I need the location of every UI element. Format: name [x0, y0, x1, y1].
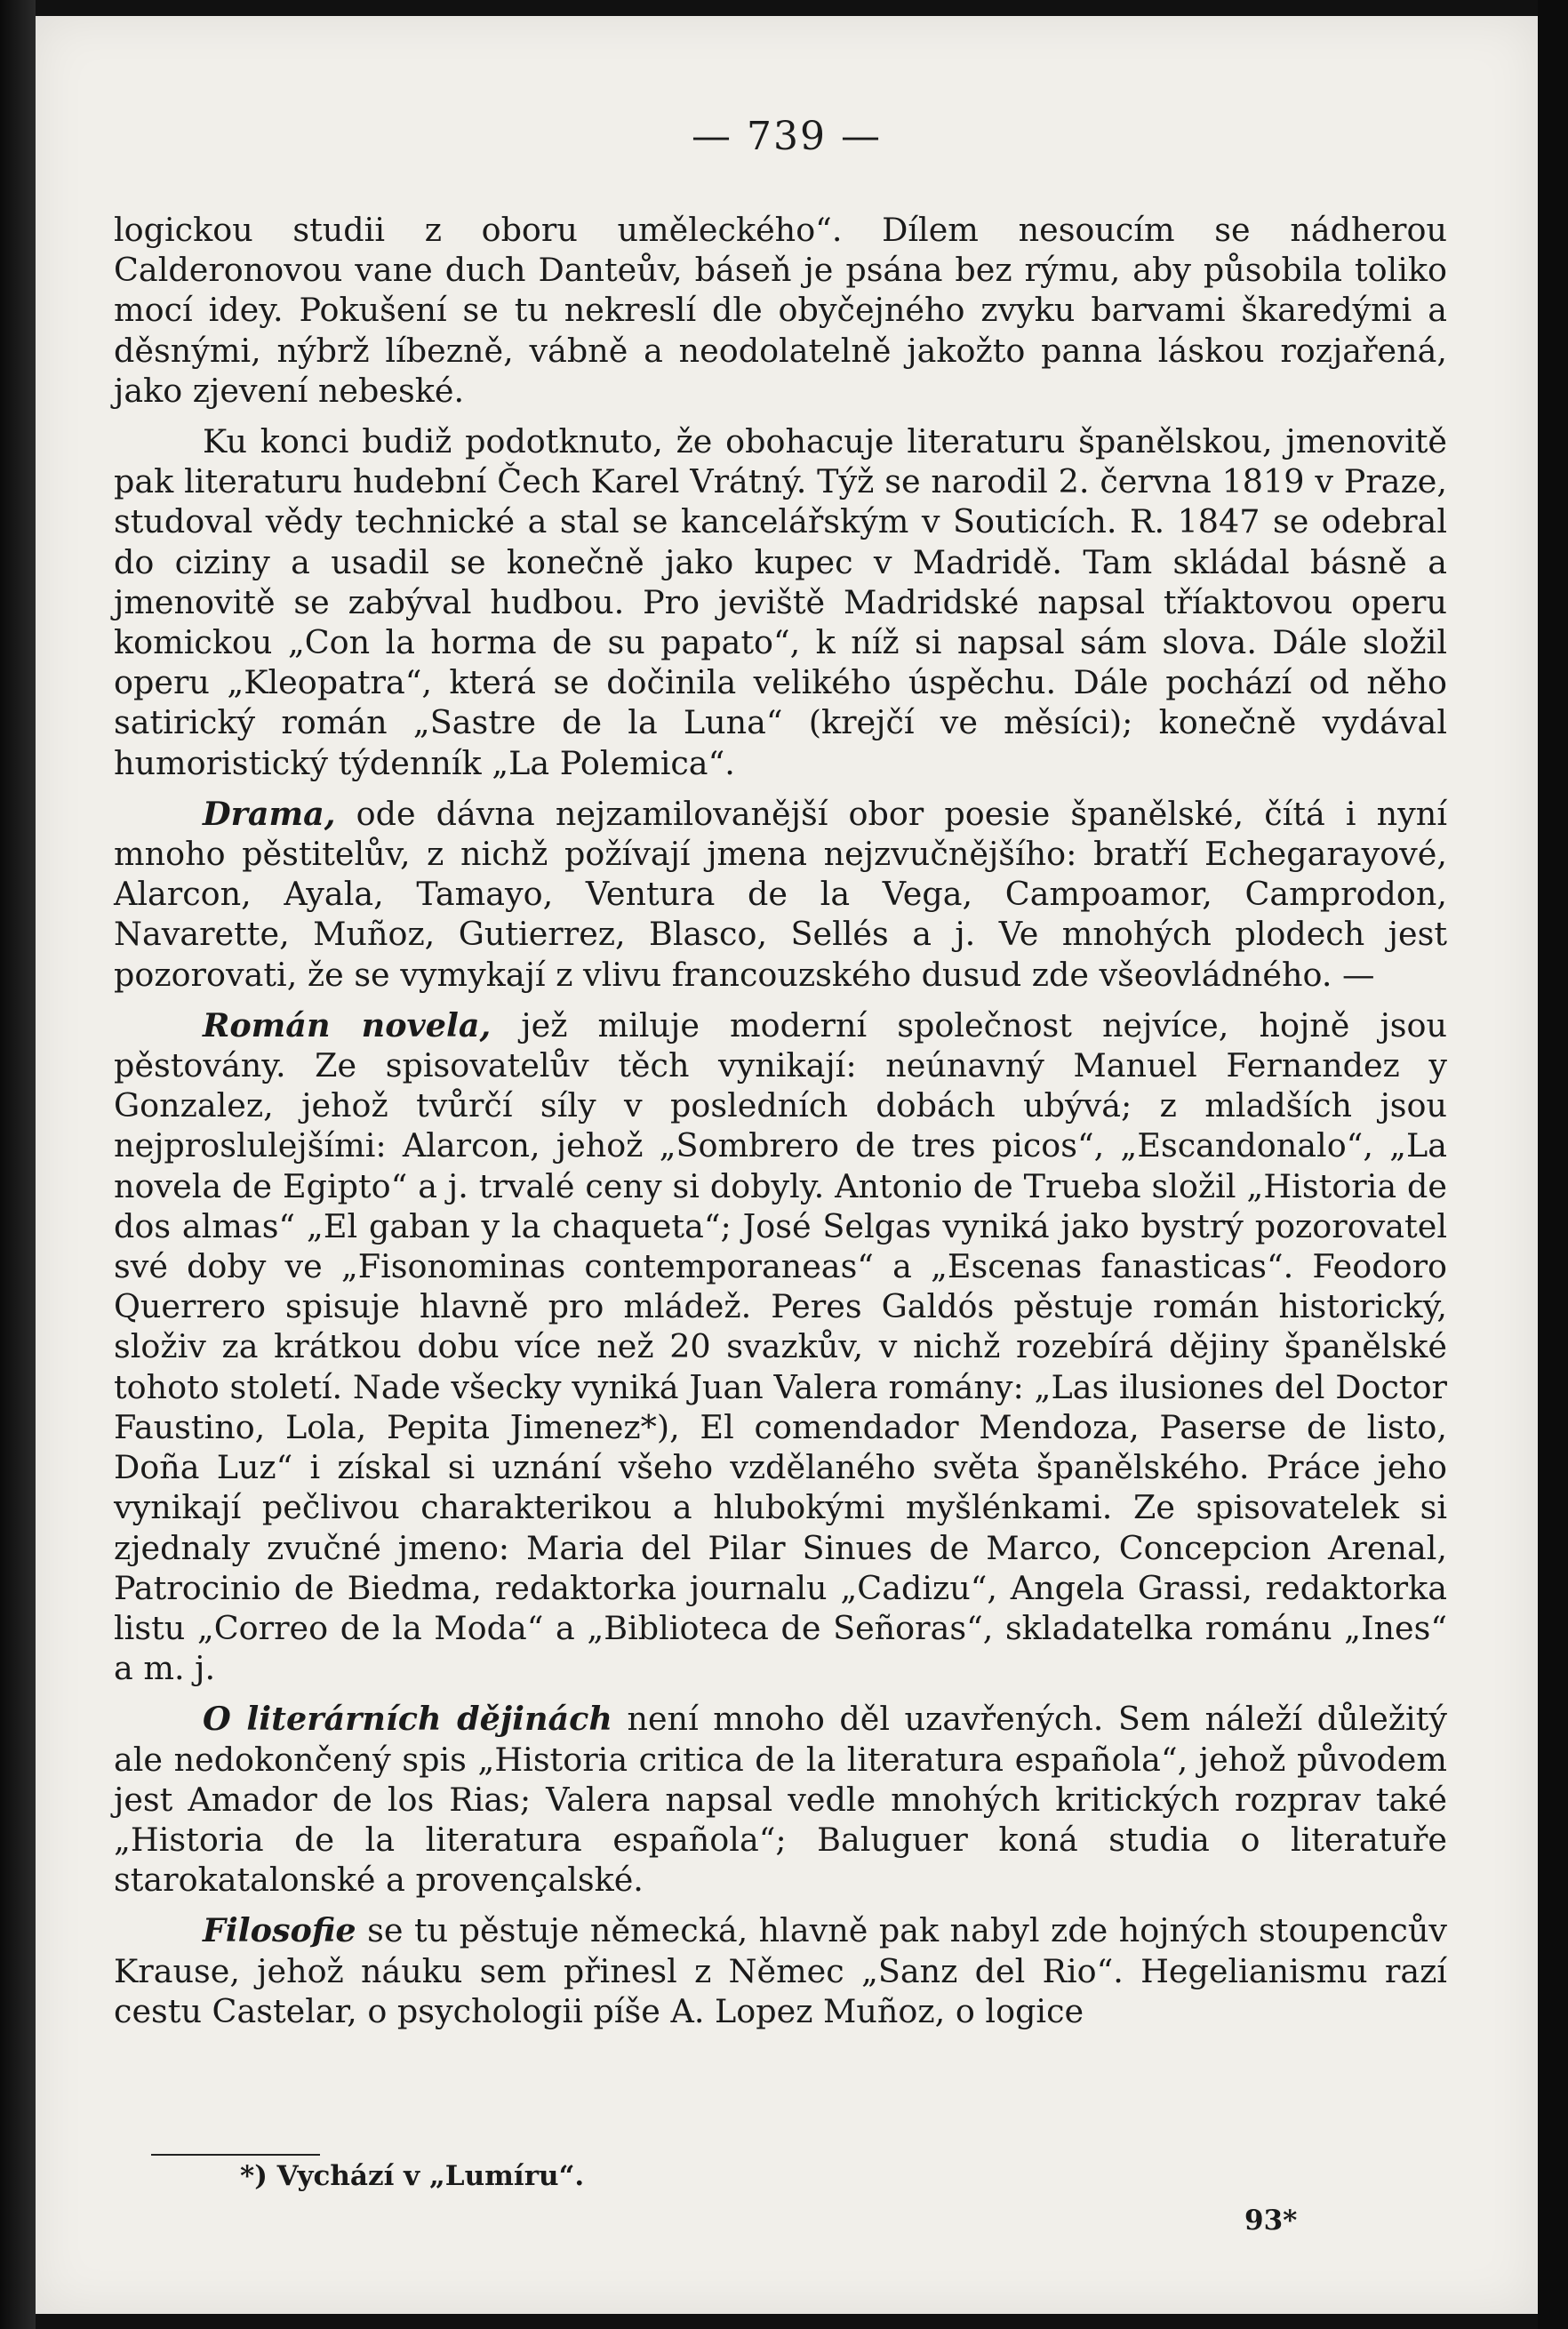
paragraph-literary-history-text: není mnoho děl uzavřených. Sem náleží důležitý ale nedokončený spis „Historia critica de la literatura española“, jehož původem jest Amador de los Rias; Valera napsal vedle mnohých kritických rozprav také „Historia de la literatura española“; Baluguer koná studia o literatuře starokatalonské a provençalské.: [114, 1700, 1447, 1900]
paragraph-1: [114, 210, 1447, 411]
paragraph-1-text: logickou studii z oboru uměleckého“. Dílem nesoucím se nádherou Calderonovou vane duch Danteův, báseň je psána bez rýmu, aby působila toliko mocí idey. Pokušení se tu nekreslí dle obyčejného zvyku barvami škaredými a děsnými, nýbrž líbezně, vábně a neodolatelně jakožto panna láskou rozjařená, jako zjevení nebeské.: [114, 211, 1447, 410]
paragraph-2: [114, 421, 1447, 783]
scan-right-edge: [1538, 0, 1568, 2329]
footnote-rule: [151, 2154, 320, 2156]
paragraph-roman: [114, 1005, 1447, 1688]
paragraph-roman-lead: Román novela,: [203, 1005, 492, 1044]
paragraph-roman-text: jež miluje moderní společnost nejvíce, hojně jsou pěstovány. Ze spisovatelův těch vynikají: neúnavný Manuel Fernandez y Gonzalez, jehož tvůrčí síly v posledních dobách ubývá; z mladších jsou nejproslulejšími: Alarcon, jehož „Sombrero de tres picos“, „Escandonalo“, „La novela de Egipto“ a j. trvalé ceny si dobyly. Antonio de Trueba složil „Historia de dos almas“ „El gaban y la chaqueta“; José Selgas vyniká jako bystrý pozorovatel své doby ve „Fisonominas contemporaneas“ a „Escenas fanasticas“. Feodoro Querrero spisuje hlavně pro mládež. Peres Galdós pěstuje román historický, složiv za krátkou dobu více než 20 svazkův, v nichž rozebírá dějiny španělské tohoto století. Nade všecky vyniká Juan Valera romány: „Las ilusiones del Doctor Faustino, Lola, Pepita Jimenez*), El comendador Mendoza, Paserse de listo, Doña Luz“ i získal si uznání všeho vzdělaného světa španělského. Práce jeho vynikají pečlivou charakterikou a hlubokými myšlénkami. Ze spisovatelek si zjednaly zvučné jmeno: Maria del Pilar Sinues de Marco, Concepcion Arenal, Patrocinio de Biedma, redaktorka journalu „Cadizu“, Angela Grassi, redaktorka listu „Correo de la Moda“ a „Biblioteca de Señoras“, skladatelka románu „Ines“ a m. j.: [114, 1005, 1447, 1688]
page-body: [114, 210, 1447, 2031]
book-page: [36, 16, 1538, 2314]
paragraph-philosophy-lead: Filosofie: [203, 1911, 356, 1950]
footnote: *) Vychází v „Lumíru“.: [240, 2160, 585, 2192]
paragraph-philosophy: [114, 1910, 1447, 2031]
paragraph-drama-lead: Drama,: [203, 794, 336, 833]
paragraph-philosophy-text: se tu pěstuje německá, hlavně pak nabyl zde hojných stoupencův Krause, jehož náuku sem přinesl z Němec „Sanz del Rio“. Hegelianismu razí cestu Castelar, o psychologii píše A. Lopez Muñoz, o logice: [114, 1911, 1447, 2030]
paragraph-drama: [114, 794, 1447, 995]
paragraph-literary-history-lead: O literárních dějinách: [203, 1700, 612, 1739]
paragraph-literary-history: [114, 1699, 1447, 1900]
printer-signature: 93*: [1244, 2205, 1298, 2237]
paragraph-drama-text: ode dávna nejzamilovanější obor poesie španělské, čítá i nyní mnoho pěstitelův, z nichž požívají jmena nejzvučnějšího: bratří Echegarayové, Alarcon, Ayala, Tamayo, Ventura de la Vega, Campoamor, Camprodon, Navarette, Muñoz, Gutierrez, Blasco, Sellés a j. Ve mnohých plodech jest pozorovati, že se vymykají z vlivu francouzského dusud zde všeovládného. —: [114, 794, 1447, 994]
page-number: — 739 —: [692, 114, 882, 159]
scan-left-edge: [0, 0, 36, 2329]
paragraph-2-text: Ku konci budiž podotknuto, že obohacuje literaturu španělskou, jmenovitě pak literaturu hudební Čech Karel Vrátný. Týž se narodil 2. června 1819 v Praze, studoval vědy technické a stal se kancelářským v Souticích. R. 1847 se odebral do ciziny a usadil se konečně jako kupec v Madridě. Tam skládal básně a jmenovitě se zabýval hudbou. Pro jeviště Madridské napsal tříaktovou operu komickou „Con la horma de su papato“, k níž si napsal sám slova. Dále složil operu „Kleopatra“, která se dočinila velikého úspěchu. Dále pochází od něho satirický román „Sastre de la Luna“ (krejčí ve měsíci); konečně vydával humoristický týdenník „La Polemica“.: [114, 422, 1447, 782]
